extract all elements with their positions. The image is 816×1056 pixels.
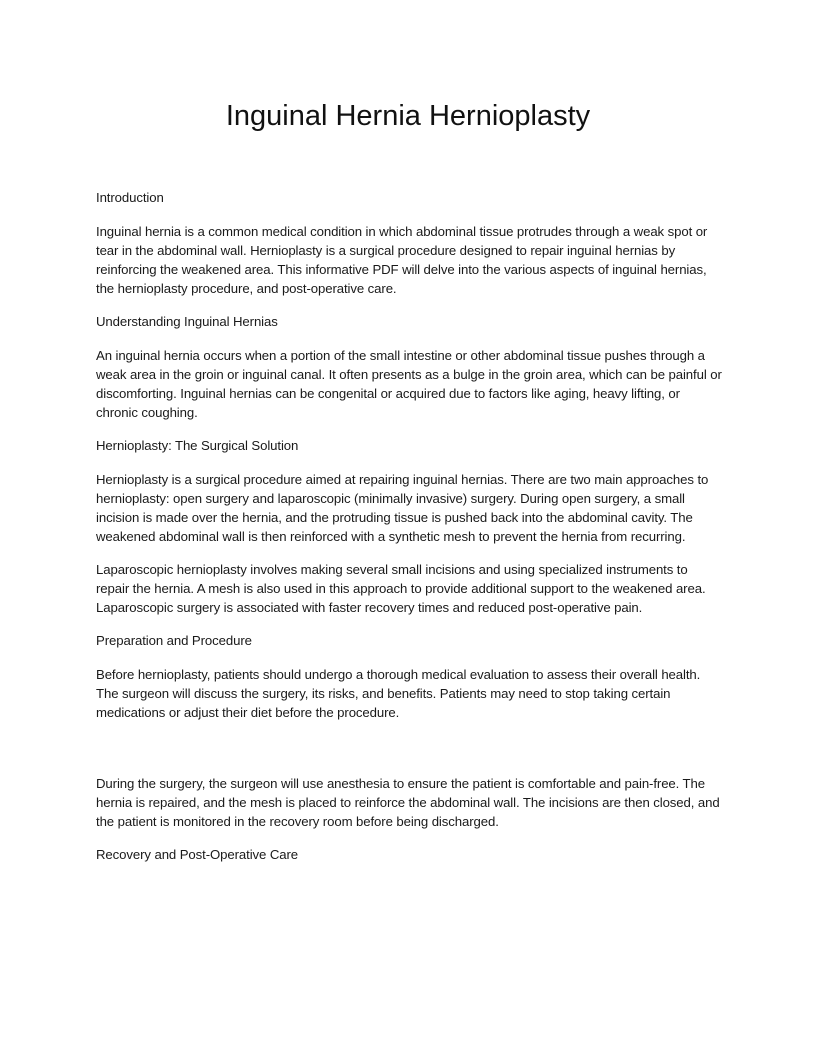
section-heading-preparation: Preparation and Procedure (96, 633, 252, 648)
document-title: Inguinal Hernia Hernioplasty (225, 100, 591, 132)
section-heading-introduction: Introduction (96, 190, 164, 205)
section-heading-understanding: Understanding Inguinal Hernias (96, 314, 278, 329)
paragraph-understanding: An inguinal hernia occurs when a portion of the small intestine or other abdominal tissue pushes through a weak area in the groin or inguinal canal. It often presents as a bulge in the groin area, which can be painful or discomforting. Inguinal hernias can be congenital or acquired due to factors like aging, heavy lifting, or chronic coughing. (96, 348, 722, 420)
paragraph-laparoscopic: Laparoscopic hernioplasty involves making several small incisions and using specialized instruments to repair the hernia. A mesh is also used in this approach to provide additional support to the weakened area. Laparoscopic surgery is associated with faster recovery times and reduced post-operative pain. (96, 562, 706, 615)
paragraph-introduction: Inguinal hernia is a common medical condition in which abdominal tissue protrudes through a weak spot or tear in the abdominal wall. Hernioplasty is a surgical procedure designed to repair inguinal hernias by reinforcing the weakened area. This informative PDF will delve into the various aspects of inguinal hernias, the hernioplasty procedure, and post-operative care. (96, 224, 708, 296)
paragraph-preparation: Before hernioplasty, patients should undergo a thorough medical evaluation to assess their overall health. The surgeon will discuss the surgery, its risks, and benefits. Patients may need to stop taking certain medications or adjust their diet before the procedure. (96, 667, 701, 720)
document-body (96, 188, 722, 879)
section-heading-surgical-solution: Hernioplasty: The Surgical Solution (96, 438, 299, 453)
paragraph-procedure: During the surgery, the surgeon will use anesthesia to ensure the patient is comfortable and pain-free. The hernia is repaired, and the mesh is placed to reinforce the abdominal wall. The incisions are then closed, and the patient is monitored in the recovery room before being discharged. (96, 776, 720, 829)
paragraph-open-surgery: Hernioplasty is a surgical procedure aimed at repairing inguinal hernias. There are two main approaches to hernioplasty: open surgery and laparoscopic (minimally invasive) surgery. During open surgery, a small incision is made over the hernia, and the protruding tissue is pushed back into the abdominal cavity. The weakened abdominal wall is then reinforced with a synthetic mesh to prevent the hernia from recurring. (96, 472, 709, 544)
section-heading-recovery: Recovery and Post-Operative Care (96, 847, 299, 862)
